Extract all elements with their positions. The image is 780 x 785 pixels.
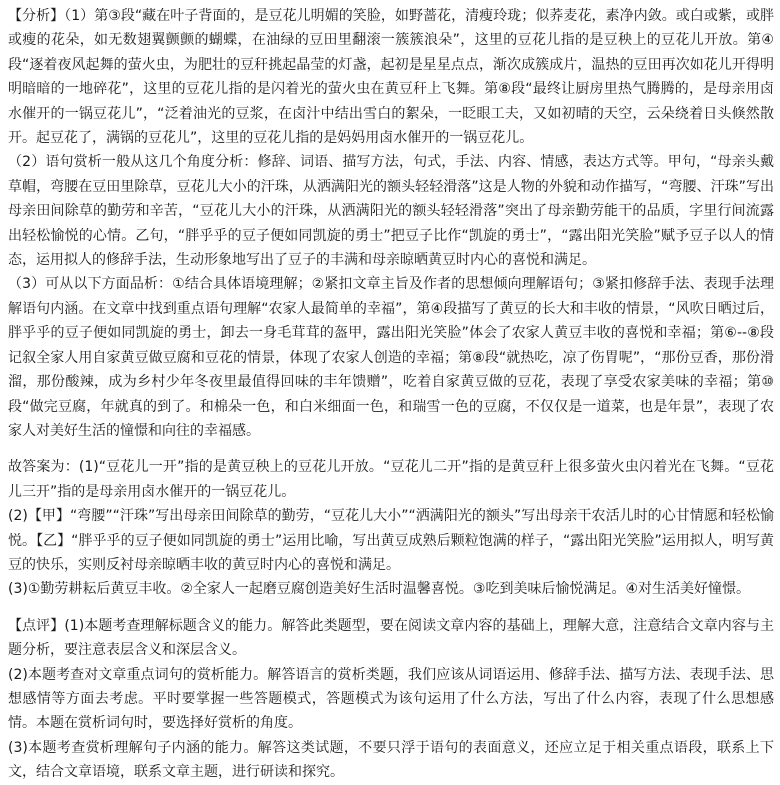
analysis-part-2: （2）语句赏析一般从这几个角度分析：修辞、词语、描写方法，句式，手法、内容、情感，表达方式等。甲句，“母亲头戴草帽，弯腰在豆田里除草，豆花儿大小的汗珠，从洒满阳光的额头轻轻滑落”这是人物的外貌和动作描写，“弯腰、汗珠”写出母亲田间除草的勤劳和辛苦，“豆花儿大小的汗珠，从洒满阳光的额头轻轻滑落”突出了母亲勤劳能干的品质，字里行间流露出轻松愉悦的心情。乙句，“胖乎乎的豆子便如同凯旋的勇士”把豆子比作“凯旋的勇士”，“露出阳光笑脸”赋予豆子以人的情态，运用拟人的修辞手法，生动形象地写出了豆子的丰满和母亲晾晒黄豆时内心的喜悦和满足。 bbox=[8, 154, 774, 269]
answer-part-3: (3)①勤劳耕耘后黄豆丰收。②全家人一起磨豆腐创造美好生活时温馨喜悦。③吃到美味后愉悦满足。④对生活美好憧憬。 bbox=[8, 581, 751, 598]
comment-part-1 bbox=[8, 614, 774, 663]
section-spacer bbox=[8, 443, 774, 455]
comment-part-2: (2)本题考查对文章重点词句的赏析能力。解答语言的赏析类题，我们应该从词语运用、修辞手法、描写方法、表现手法、思想感情等方面去考虑。平时要掌握一些答题模式，答题模式为该句运用了什么方法，写出了什么内容，表现了什么思想感情。本题在赏析词句时，要选择好赏析的角度。 bbox=[8, 666, 774, 732]
comment-text-1: (1)本题考查理解标题含义的能力。解答此类题型，要在阅读文章内容的基础上，理解大意，注意结合文章内容与主题分析，要注意表层含义和深层含义。 bbox=[8, 617, 775, 659]
analysis-part-1 bbox=[8, 4, 774, 150]
answer-part-1: 故答案为：(1)“豆花儿一开”指的是黄豆秧上的豆花儿开放。“豆花儿二开”指的是黄豆秆上很多萤火虫闪着光在飞舞。“豆花儿三开”指的是母亲用卤水催开的一锅豆花儿。 bbox=[8, 459, 774, 500]
answer-part-2: (2)【甲】“弯腰”“汗珠”写出母亲田间除草的勤劳，“豆花儿大小”“洒满阳光的额头”写出母亲干农活儿时的心甘情愿和轻松愉悦。【乙】“胖乎乎的豆子便如同凯旋的勇士”运用比喻，写出黄豆成熟后颗粒饱满的样子，“露出阳光笑脸”运用拟人，明写黄豆的快乐，实则反衬母亲晾晒丰收的黄豆时内心的喜悦和满足。 bbox=[8, 508, 774, 573]
comment-tag: 【点评】 bbox=[8, 617, 65, 634]
section-spacer bbox=[8, 602, 774, 614]
analysis-tag: 【分析】 bbox=[8, 8, 65, 24]
analysis-part-3: （3）可从以下方面品析：①结合具体语境理解；②紧扣文章主旨及作者的思想倾向理解语句；③紧扣修辞手法、表现手法理解语句内涵。在文章中找到重点语句理解“农家人最简单的幸福”，第④段描写了黄豆的长大和丰收的情景，“风吹日晒过后，胖乎乎的豆子便如同凯旋的勇士，卸去一身毛茸茸的盔甲，露出阳光笑脸”体会了农家人黄豆丰收的喜悦和幸福；第⑥--⑧段记叙全家人用自家黄豆做豆腐和豆花的情景，体现了农家人创造的幸福；第⑧段“就热吃，凉了伤胃呢”，“那份豆香，那份滑溜，那份酸辣，成为乡村少年冬夜里最值得回味的丰年馈赠”，吃着自家黄豆做的豆花，表现了享受农家美味的幸福；第⑩段“做完豆腐，年就真的到了。和棉朵一色，和白米细面一色，和瑞雪一色的豆腐，不仅仅是一道菜，也是年景”，表现了农家人对美好生活的憧憬和向往的幸福感。 bbox=[8, 276, 774, 439]
comment-part-3: (3)本题考查赏析理解句子内涵的能力。解答这类试题，不要只浮于语句的表面意义，还应立足于相关重点语段，联系上下文，结合文章语境，联系文章主题，进行研读和探究。 bbox=[8, 739, 774, 781]
analysis-text-1: （1）第③段“藏在叶子背面的，是豆花儿明媚的笑脸，如野蔷花，清瘦玲珑；似荞麦花，素净内敛。或白或紫，或胖或瘦的花朵，如无数翅翼颤颤的蝴蝶，在油绿的豆田里翻滚一簇簇浪朵”，这里的豆花儿指的是豆秧上的豆花儿开放。第④段“逐着夜风起舞的萤火虫，为肥壮的豆秆挑起晶莹的灯盏，起初是星星点点，渐次成簇成片，温热的豆田再次如花儿开得明明暗暗的一地碎花”，这里的豆花儿指的是闪着光的萤火虫在黄豆秆上飞舞。第⑧段“最终让厨房里热气腾腾的，是母亲用卤水催开的一锅豆花儿”，“泛着油光的豆浆，在卤汁中结出雪白的絮朵，一眨眼工夫，又如初晴的天空，云朵绕着日头倏然散开。起豆花了，满锅的豆花儿”，这里的豆花儿指的是妈妈用卤水催开的一锅豆花儿。 bbox=[8, 8, 774, 147]
